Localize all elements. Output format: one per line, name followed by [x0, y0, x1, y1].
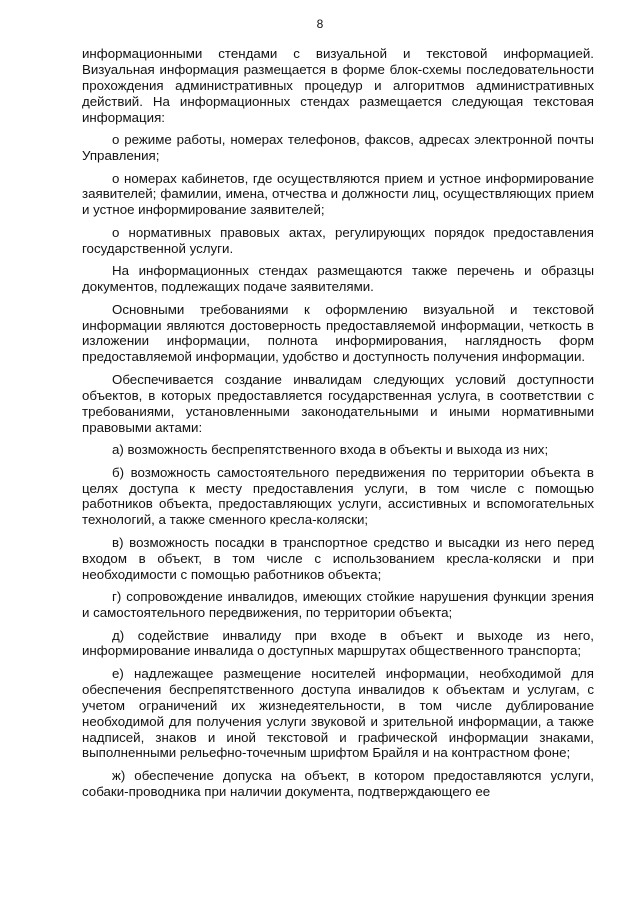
list-item-g: г) сопровождение инвалидов, имеющих стойкие нарушения функции зрения и самостоятельного передвижения, по территории объекта; — [82, 589, 594, 621]
list-item-e: е) надлежащее размещение носителей информации, необходимой для обеспечения беспрепятственного доступа инвалидов к объектам и услугам, с учетом ограничений их жизнедеятельности, в том числе дублирование необходимой для получения услуги звуковой и зрительной информации, а также надписей, знаков и иной текстовой и графической информации знаками, выполненными рельефно-точечным шрифтом Брайля и на контрастном фоне; — [82, 665, 594, 761]
list-item-a: а) возможность беспрепятственного входа в объекты и выхода из них; — [112, 442, 549, 458]
paragraph-info-requirements: Основными требованиями к оформлению визуальной и текстовой информации являются достоверность предоставляемой информации, четкость в изложении информации, полнота информирования, наглядность форм предоставляемой информации, удобство и доступность получения информации. — [82, 301, 594, 365]
paragraph-work-schedule: о режиме работы, номерах телефонов, факсов, адресах электронной почты Управления; — [82, 132, 594, 164]
document-body — [82, 46, 594, 800]
paragraph-info-stands-continuation: информационными стендами с визуальной и текстовой информацией. Визуальная информация размещается в форме блок-схемы последовательности прохождения административных процедур и алгоритмов административных действий. На информационных стендах размещается следующая текстовая информация: — [82, 46, 594, 125]
paragraph-office-numbers: о номерах кабинетов, где осуществляются прием и устное информирование заявителей; фамилии, имена, отчества и должности лиц, осуществляющих прием и устное информирование заявителей; — [82, 170, 594, 218]
list-item-d: д) содействие инвалиду при входе в объект и выходе из него, информирование инвалида о доступных маршрутах общественного транспорта; — [82, 627, 594, 659]
paragraph-document-samples: На информационных стендах размещаются также перечень и образцы документов, подлежащих подаче заявителями. — [82, 263, 594, 295]
list-item-zh: ж) обеспечение допуска на объект, в котором предоставляются услуги, собаки-проводника при наличии документа, подтверждающего ее — [82, 767, 594, 799]
list-item-v: в) возможность посадки в транспортное средство и высадки из него перед входом в объект, в том числе с использованием кресла-коляски и при необходимости с помощью работников объекта; — [82, 534, 594, 582]
list-item-b: б) возможность самостоятельного передвижения по территории объекта в целях доступа к месту предоставления услуги, в том числе с помощью работников объекта, предоставляющих услуги, ассистивных и вспомогательных технологий, а также сменного кресла-коляски; — [82, 464, 594, 528]
paragraph-legal-acts: о нормативных правовых актах, регулирующих порядок предоставления государственной услуги. — [82, 224, 594, 256]
paragraph-accessibility-conditions: Обеспечивается создание инвалидам следующих условий доступности объектов, в которых предоставляется государственная услуга, в соответствии с требованиями, установленными законодательными и иными нормативными правовыми актами: — [82, 371, 594, 435]
page-number: 8 — [316, 17, 324, 31]
